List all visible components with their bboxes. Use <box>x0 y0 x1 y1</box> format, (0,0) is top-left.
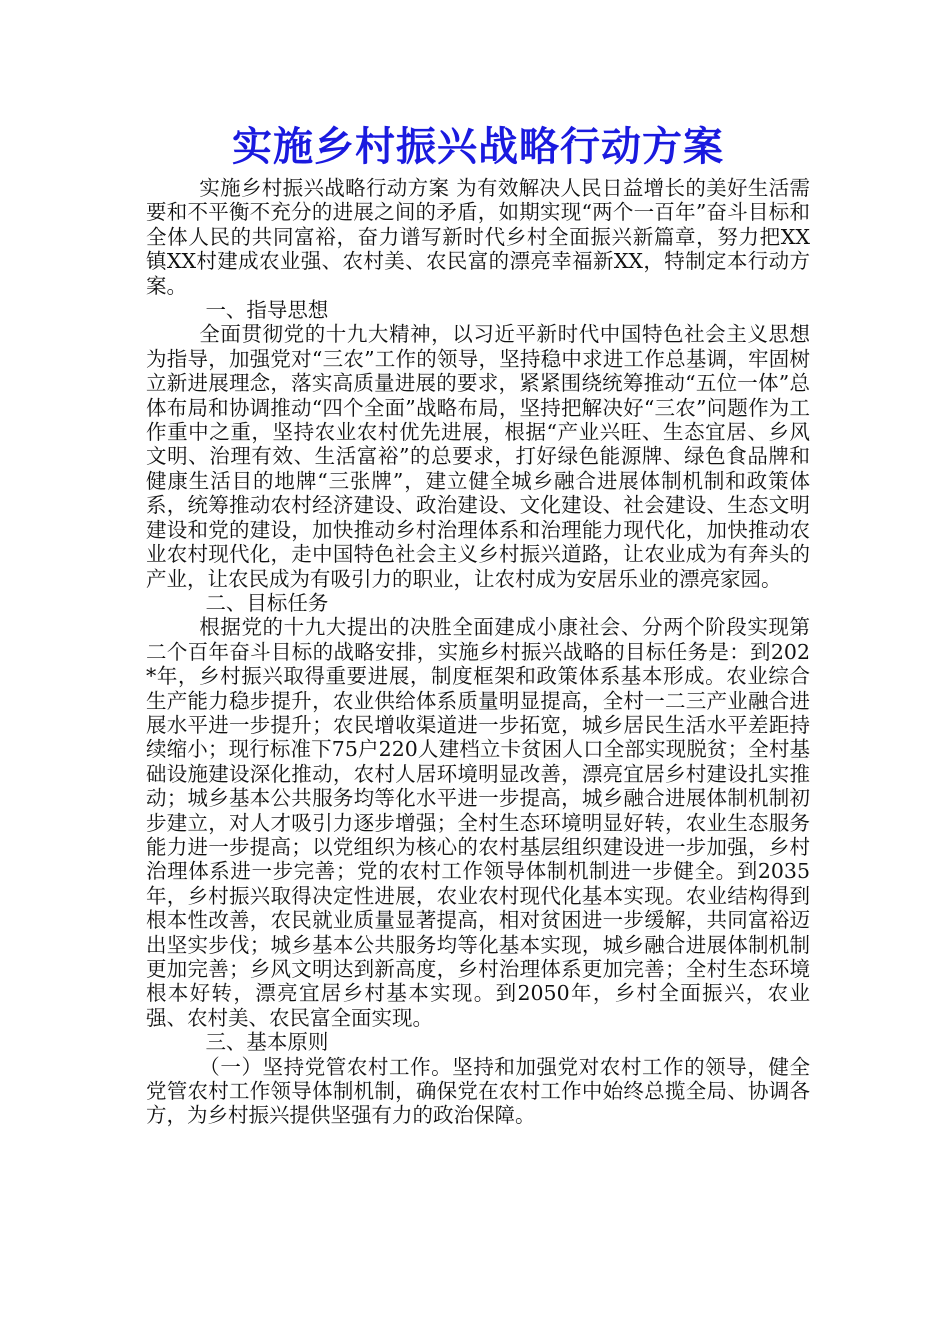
section-heading-goals: 二、目标任务 <box>205 590 329 615</box>
document-page <box>146 118 810 1128</box>
document-body <box>146 176 810 1128</box>
intro-paragraph: 实施乡村振兴战略行动方案 为有效解决人民日益增长的美好生活需要和不平衡不充分的进展之间的矛盾，如期实现“两个一百年”奋斗目标和全体人民的共同富裕，奋力谱写新时代乡村全面振兴新篇章，努力把XX镇XX村建成农业强、农村美、农民富的漂亮幸福新XX，特制定本行动方案。 <box>146 176 810 298</box>
section-heading-principles: 三、基本原则 <box>205 1030 329 1055</box>
document-title: 实施乡村振兴战略行动方案 <box>232 123 724 170</box>
section-text-goals: 根据党的十九大提出的决胜全面建成小康社会、分两个阶段实现第二个百年奋斗目标的战略安排，实施乡村振兴战略的目标任务是：到202*年，乡村振兴取得重要进展，制度框架和政策体系基本形成。农业综合生产能力稳步提升，农业供给体系质量明显提高，全村一二三产业融合进展水平进一步提升；农民增收渠道进一步拓宽，城乡居民生活水平差距持续缩小；现行标准下75户220人建档立卡贫困人口全部实现脱贫；全村基础设施建设深化推动，农村人居环境明显改善，漂亮宜居乡村建设扎实推动；城乡基本公共服务均等化水平进一步提高，城乡融合进展体制机制初步建立，对人才吸引力逐步增强；全村生态环境明显好转，农业生态服务能力进一步提高；以党组织为核心的农村基层组织建设进一步加强，乡村治理体系进一步完善；党的农村工作领导体制机制进一步健全。到2035年，乡村振兴取得决定性进展，农业农村现代化基本实现。农业结构得到根本性改善，农民就业质量显著提高，相对贫困进一步缓解，共同富裕迈出坚实步伐；城乡基本公共服务均等化基本实现，城乡融合进展体制机制更加完善；乡风文明达到新高度，乡村治理体系更加完善；全村生态环境根本好转，漂亮宜居乡村基本实现。到2050年，乡村全面振兴，农业强、农村美、农民富全面实现。 <box>146 615 810 1030</box>
section-heading-guiding-ideology: 一、指导思想 <box>205 298 329 323</box>
section-text-principles: （一）坚持党管农村工作。坚持和加强党对农村工作的领导，健全党管农村工作领导体制机制，确保党在农村工作中始终总揽全局、协调各方，为乡村振兴提供坚强有力的政治保障。 <box>146 1054 810 1128</box>
section-text-guiding-ideology: 全面贯彻党的十九大精神，以习近平新时代中国特色社会主义思想为指导，加强党对“三农”工作的领导，坚持稳中求进工作总基调，牢固树立新进展理念，落实高质量进展的要求，紧紧围绕统筹推动“五位一体”总体布局和协调推动“四个全面”战略布局，坚持把解决好“三农”问题作为工作重中之重，坚持农业农村优先进展，根据“产业兴旺、生态宜居、乡风文明、治理有效、生活富裕”的总要求，打好绿色能源牌、绿色食品牌和健康生活目的地牌“三张牌”，建立健全城乡融合进展体制机制和政策体系，统筹推动农村经济建设、政治建设、文化建设、社会建设、生态文明建设和党的建设，加快推动乡村治理体系和治理能力现代化，加快推动农业农村现代化，走中国特色社会主义乡村振兴道路，让农业成为有奔头的产业，让农民成为有吸引力的职业，让农村成为安居乐业的漂亮家园。 <box>146 322 810 591</box>
